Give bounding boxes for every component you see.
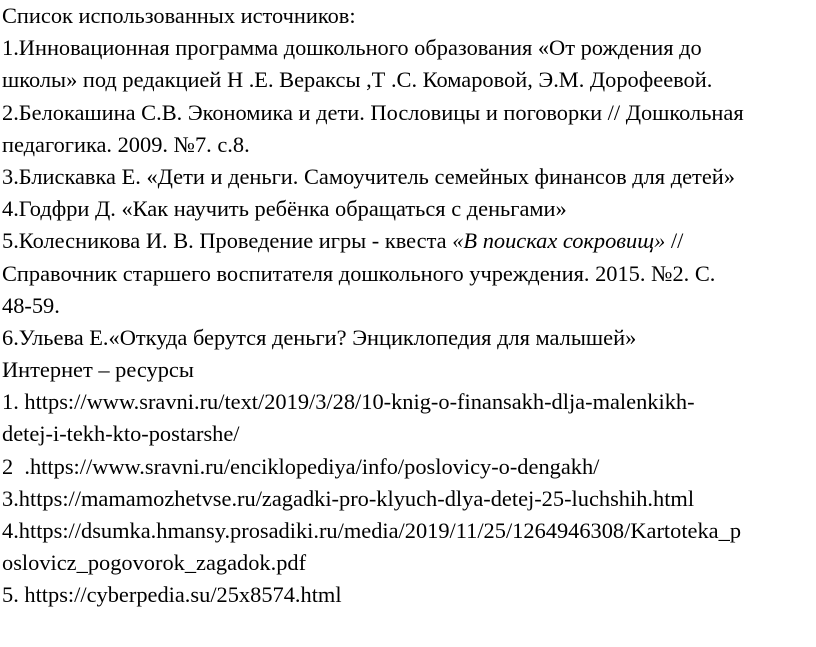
link-item-4 bbox=[2, 515, 816, 579]
source-1-line-2: школы» под редакцией Н .Е. Вераксы ,Т .С. Комаровой, Э.М. Дорофеевой. bbox=[2, 67, 713, 93]
link-5-line-1: 5. https://cyberpedia.su/25x8574.html bbox=[2, 582, 342, 608]
source-5-line-2: Справочник старшего воспитателя дошкольного учреждения. 2015. №2. С. bbox=[2, 260, 716, 286]
link-2-line-1: 2 .https://www.sravni.ru/enciklopediya/info/poslovicy-o-dengakh/ bbox=[2, 453, 600, 479]
source-2-line-2: педагогика. 2009. №7. с.8. bbox=[2, 131, 250, 157]
source-2-line-1: 2.Белокашина С.В. Экономика и дети. Пословицы и поговорки // Дошкольная bbox=[2, 99, 744, 125]
source-item-2 bbox=[2, 97, 816, 161]
source-item-5 bbox=[2, 225, 816, 322]
source-5-line-1 bbox=[2, 225, 816, 257]
internet-resources-heading: Интернет – ресурсы bbox=[2, 357, 194, 383]
source-6-line-1: 6.Ульева Е.«Откуда берутся деньги? Энциклопедия для малышей» bbox=[2, 324, 637, 350]
source-item-6 bbox=[2, 322, 816, 354]
link-item-2 bbox=[2, 451, 816, 483]
bibliography-heading: Список использованных источников: bbox=[2, 3, 356, 28]
source-5-prefix: 5.Колесникова И. В. Проведение игры - квеста bbox=[2, 228, 453, 254]
link-1-line-2: detej-i-tekh-kto-postarshe/ bbox=[2, 421, 240, 447]
link-1-line-1: 1. https://www.sravni.ru/text/2019/3/28/10-knig-o-finansakh-dlja-malenkikh- bbox=[2, 389, 695, 415]
link-item-1 bbox=[2, 386, 816, 450]
source-item-4 bbox=[2, 193, 816, 225]
source-5-line-3: 48-59. bbox=[2, 292, 60, 318]
source-5-italic-title: «В поисках сокровищ» bbox=[452, 228, 666, 254]
link-item-5 bbox=[2, 579, 816, 611]
link-3-line-1: 3.https://mamamozhetvse.ru/zagadki-pro-klyuch-dlya-detej-25-luchshih.html bbox=[2, 485, 695, 511]
source-item-1 bbox=[2, 32, 816, 96]
link-4-line-1: 4.https://dsumka.hmansy.prosadiki.ru/media/2019/11/25/1264946308/Kartoteka_p bbox=[2, 518, 742, 543]
source-4-line-1: 4.Годфри Д. «Как научить ребёнка обращаться с деньгами» bbox=[2, 196, 567, 222]
source-5-suffix: // bbox=[665, 228, 684, 254]
link-item-3 bbox=[2, 483, 816, 515]
source-1-line-1: 1.Инновационная программа дошкольного образования «От рождения до bbox=[2, 35, 702, 61]
document-body bbox=[2, 0, 816, 612]
source-3-line-1: 3.Блискавка Е. «Дети и деньги. Самоучитель семейных финансов для детей» bbox=[2, 163, 735, 189]
source-item-3 bbox=[2, 161, 816, 193]
link-4-line-2: oslovicz_pogovorok_zagadok.pdf bbox=[2, 550, 307, 576]
